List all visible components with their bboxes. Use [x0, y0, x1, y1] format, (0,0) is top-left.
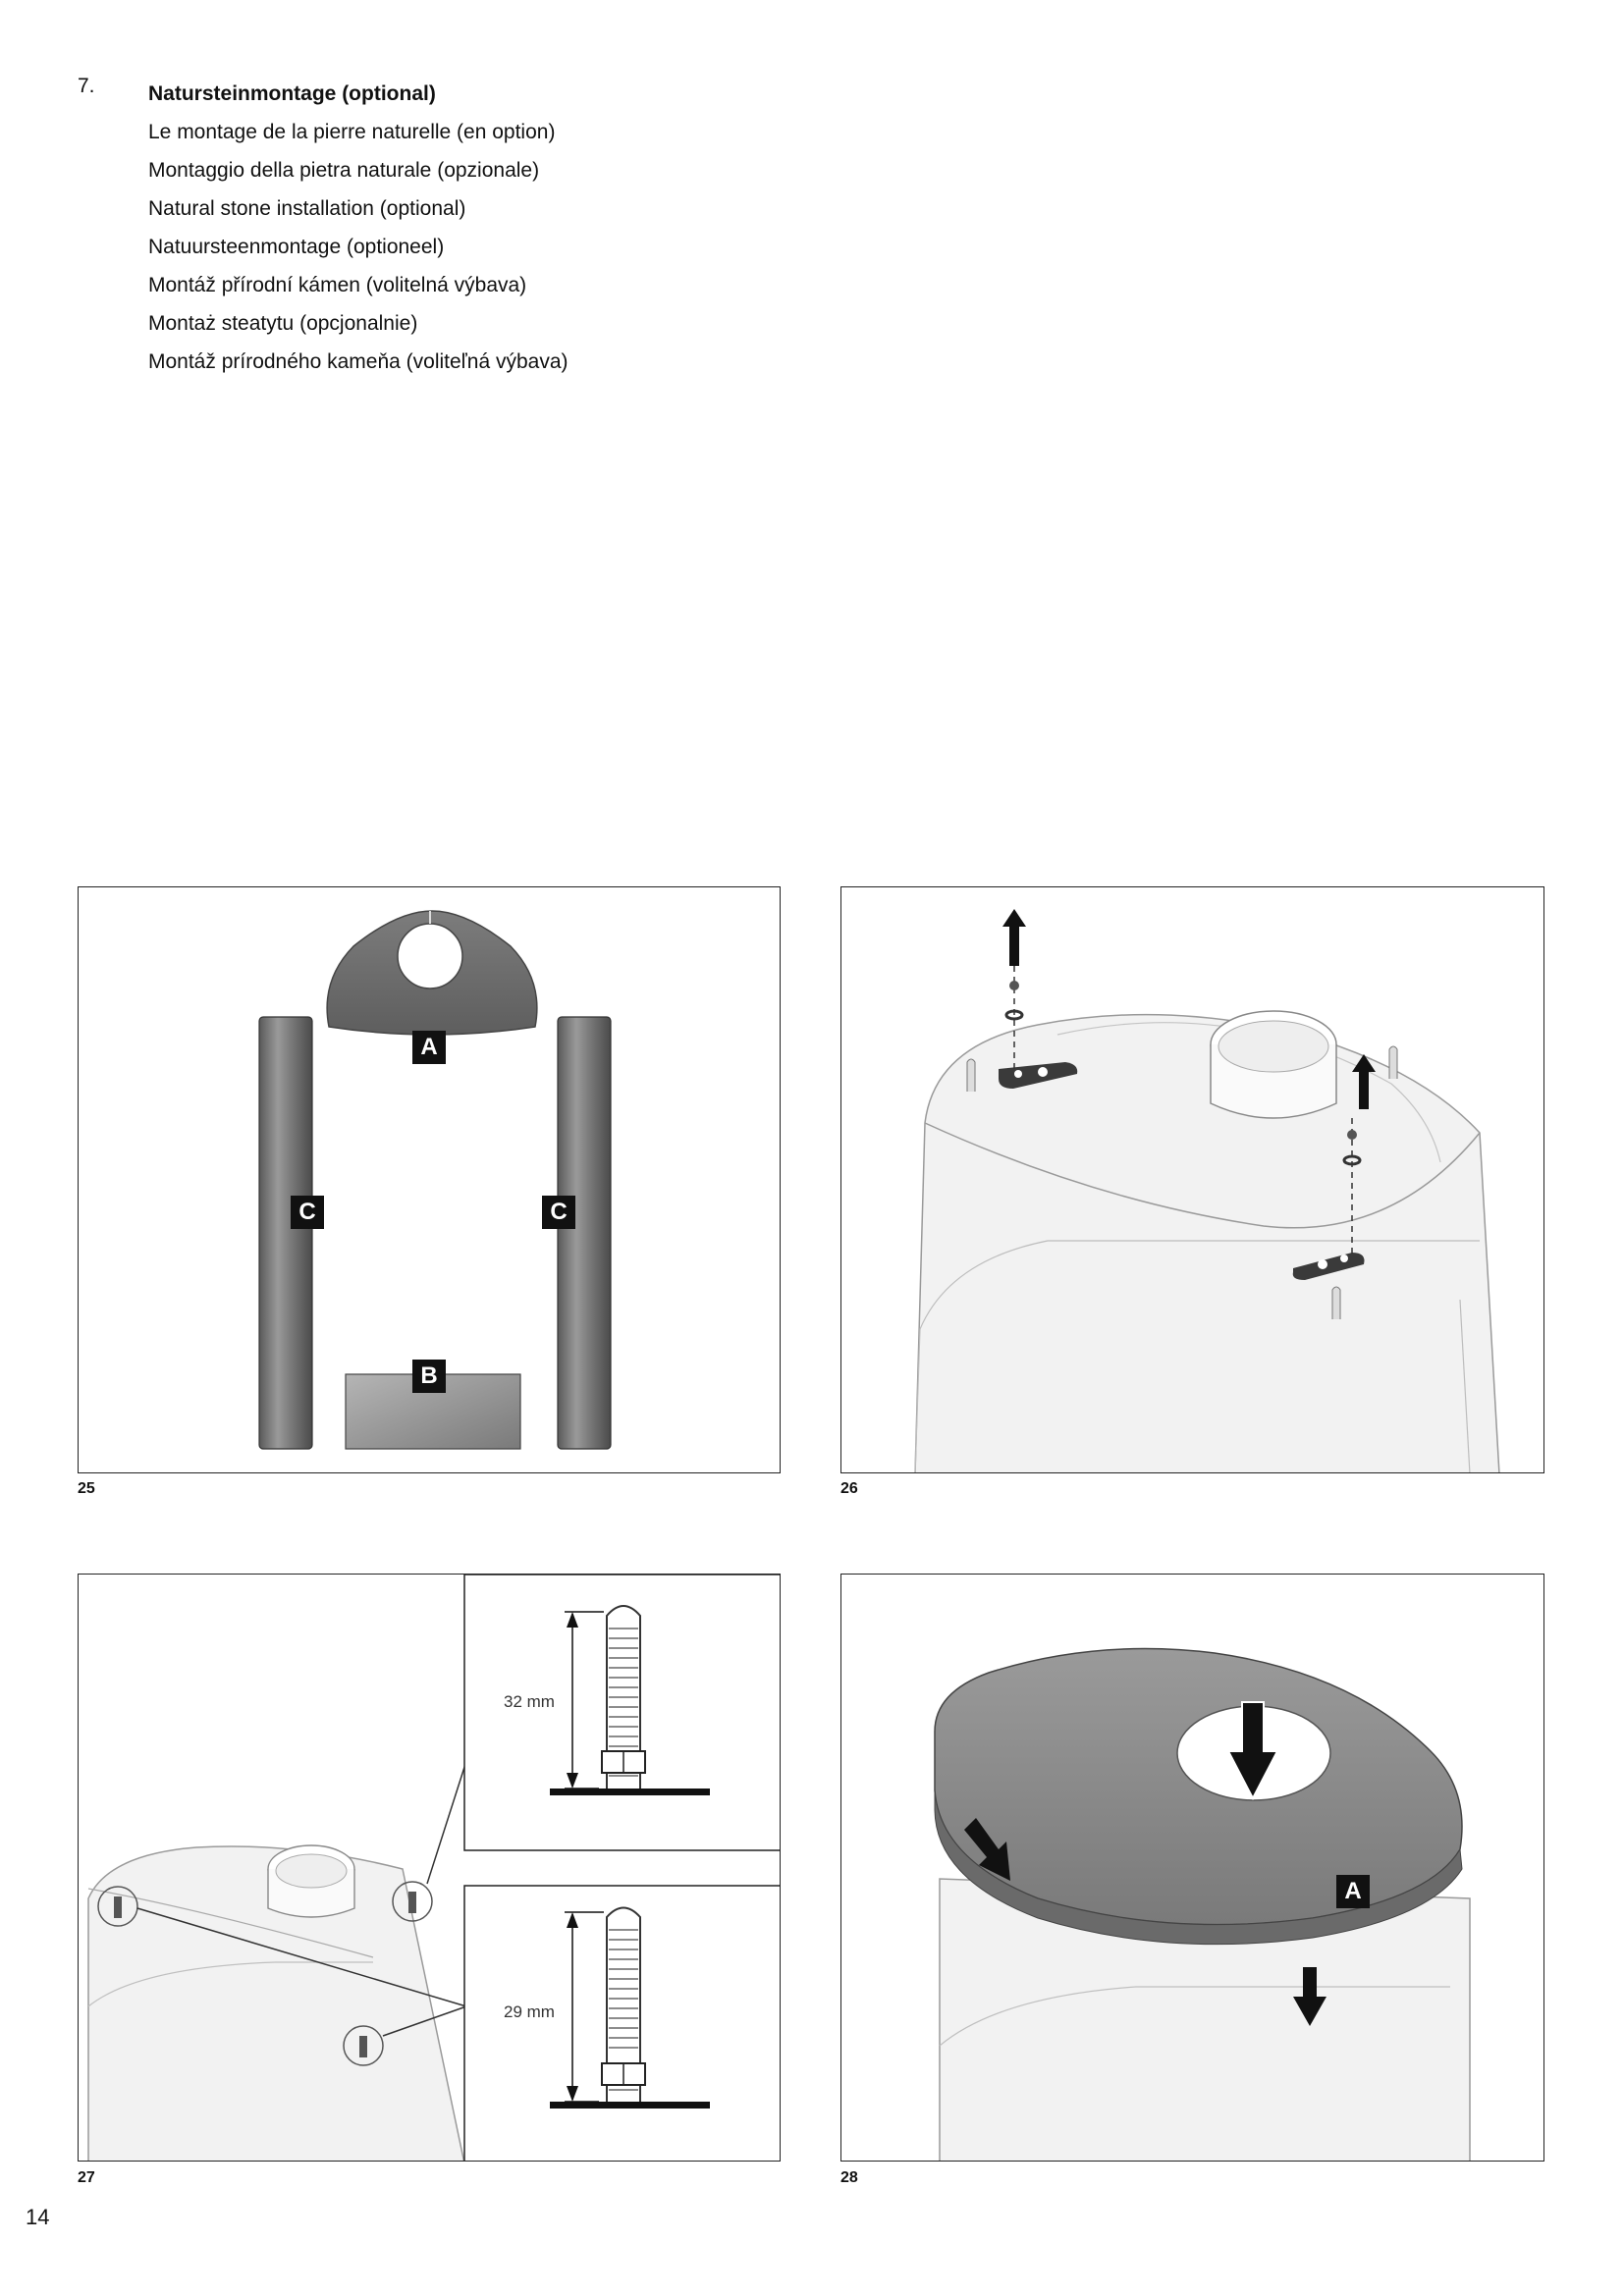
label-c-left: C [291, 1196, 324, 1229]
label-a: A [412, 1031, 446, 1064]
stud-front-icon [1332, 1287, 1340, 1319]
dimension-32mm: 32 mm [504, 1692, 555, 1711]
arrow-up-left-icon [1002, 909, 1026, 966]
figure-27-number: 27 [78, 2169, 95, 2186]
figure-25-number: 25 [78, 1480, 95, 1497]
stud-left-icon [967, 1059, 975, 1092]
title-sk: Montáž prírodného kameňa (voliteľná výbava) [148, 350, 568, 373]
title-nl: Natuursteenmontage (optioneel) [148, 236, 445, 258]
figure-27-panel [78, 1574, 781, 2162]
title-it: Montaggio della pietra naturale (opzionale) [148, 159, 540, 182]
figure-27-illustration [79, 1575, 781, 2162]
title-fr: Le montage de la pierre naturelle (en option) [148, 121, 556, 143]
stud-right-icon [1389, 1046, 1397, 1079]
section-number: 7. [78, 75, 95, 97]
figure-28-number: 28 [840, 2169, 858, 2186]
figure-26-illustration [841, 887, 1544, 1473]
figure-25-panel [78, 886, 781, 1473]
title-de: Natursteinmontage (optional) [148, 82, 436, 105]
figure-28-panel [840, 1574, 1544, 2162]
title-en: Natural stone installation (optional) [148, 197, 466, 220]
title-pl: Montaż steatytu (opcjonalnie) [148, 312, 418, 335]
figure-26-number: 26 [840, 1480, 858, 1497]
label-c-right: C [542, 1196, 575, 1229]
pillar-c-right [558, 1017, 611, 1449]
section-titles [148, 75, 1032, 381]
bolt-left-icon [1009, 981, 1019, 990]
label-b: B [412, 1360, 446, 1393]
figure-28-illustration [841, 1575, 1544, 2162]
label-a: A [1336, 1875, 1370, 1908]
pillar-c-left [259, 1017, 312, 1449]
flue-opening [398, 924, 462, 988]
bolt-right-icon [1347, 1130, 1357, 1140]
title-cs: Montáž přírodní kámen (volitelná výbava) [148, 274, 527, 296]
figure-26-panel [840, 886, 1544, 1473]
dimension-29mm: 29 mm [504, 2002, 555, 2021]
stone-cover-a [935, 1649, 1462, 1925]
page-number: 14 [26, 2205, 50, 2229]
